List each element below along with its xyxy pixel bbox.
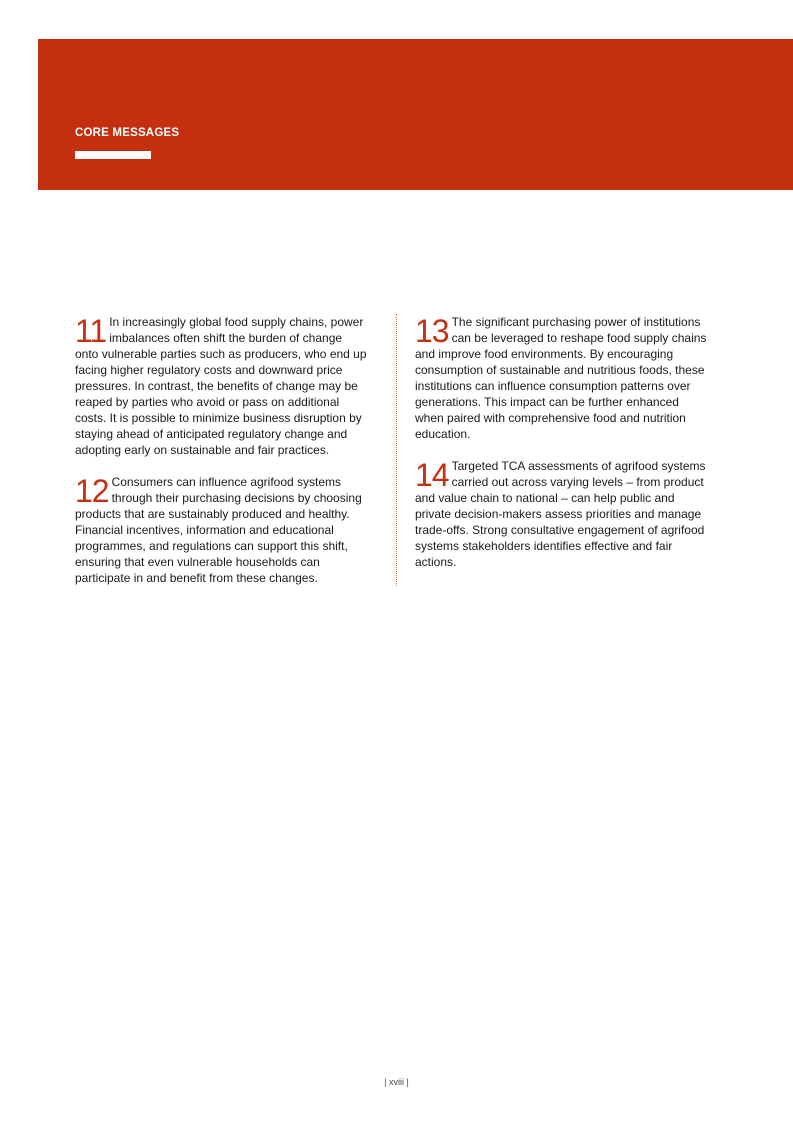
message-text: The significant purchasing power of institutions can be leveraged to reshape food supply chains and improve food environments. By encouraging consumption of sustainable and nutritious foods, these institutions can influence consumption patterns over generations. This impact can be further enhanced when paired with comprehensive food and nutrition education. — [415, 315, 707, 441]
title-underline — [75, 151, 151, 159]
message-text: Consumers can influence agrifood systems through their purchasing decisions by choosing products that are sustainably produced and healthy. Financial incentives, information and educational programmes, and regulations can support this shift, ensuring that even vulnerable households can participate in and benefit from these changes. — [75, 475, 362, 585]
message-text: Targeted TCA assessments of agrifood systems carried out across varying levels – from product and value chain to national – can help public and private decision-makers assess priorities and manage trade-offs. Strong consultative engagement of agrifood systems stakeholders identifies effective and fair actions. — [415, 459, 706, 569]
header-banner — [38, 39, 793, 190]
core-message-13 — [415, 314, 707, 442]
core-message-12 — [75, 474, 367, 586]
message-number: 14 — [415, 457, 449, 493]
message-text: In increasingly global food supply chains, power imbalances often shift the burden of change onto vulnerable parties such as producers, who end up facing higher regulatory costs and downward price pressures. In contrast, the benefits of change may be reaped by parties who avoid or pass on additional costs. It is possible to minimize business disruption by staying ahead of anticipated regulatory change and adopting early on sustainable and fair practices. — [75, 315, 367, 457]
message-number: 11 — [75, 313, 107, 349]
section-title: CORE MESSAGES — [75, 127, 180, 139]
message-number: 13 — [415, 313, 449, 349]
right-column — [415, 314, 707, 586]
core-message-14 — [415, 458, 707, 570]
message-number: 12 — [75, 473, 109, 509]
page-number: | xviii | — [384, 1077, 409, 1087]
core-message-11 — [75, 314, 367, 458]
left-column — [75, 314, 367, 602]
column-divider — [396, 314, 397, 586]
